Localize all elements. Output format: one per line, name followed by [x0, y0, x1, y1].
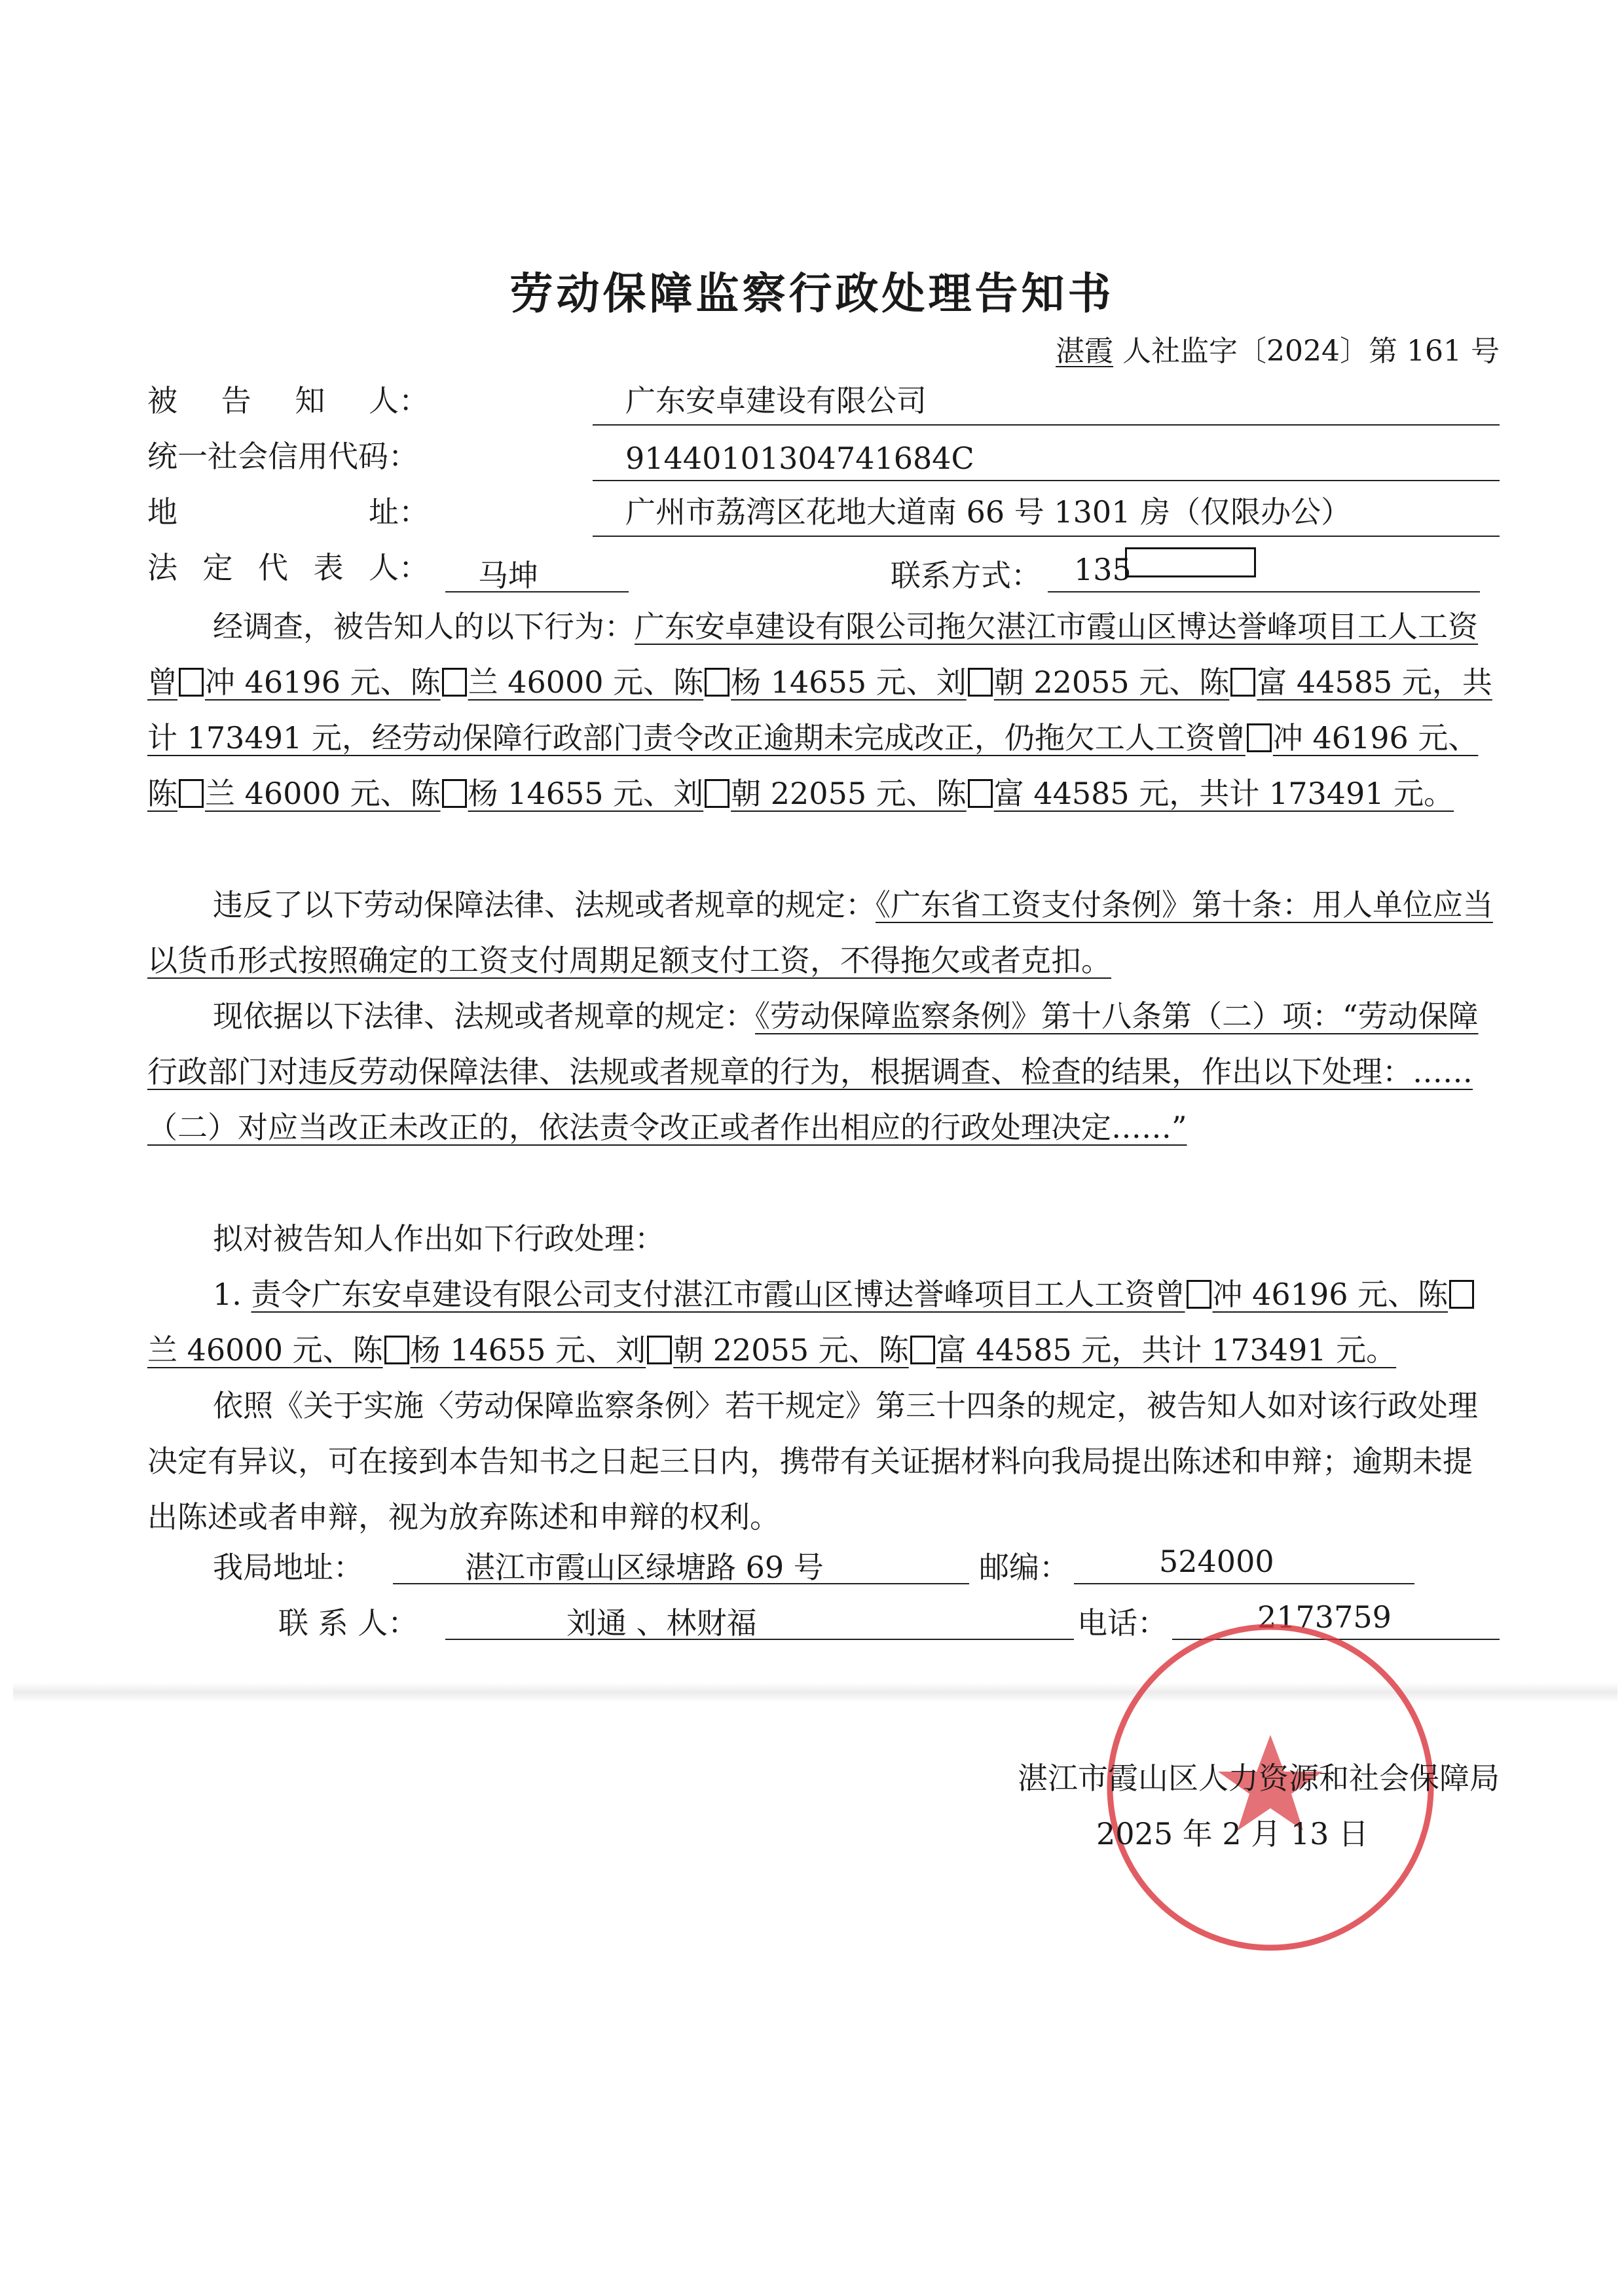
contact-label: 联系方式：	[891, 558, 1041, 593]
document-number-prefix: 湛霞	[1056, 335, 1114, 368]
appeal-notice-paragraph: 依照《关于实施〈劳动保障监察条例〉若干规定》第三十四条的规定，被告知人如对该行政处理决定有异议，可在接到本告知书之日起三日内，携带有关证据材料向我局提出陈述和申辩；逾期未提出陈述或者申辩，视为放弃陈述和申辩的权利。	[147, 1388, 1478, 1535]
findings-text: 广东安卓建设有限公司拖欠湛江市霞山区博达誉峰项目工人工资曾 冲 46196 元、陈 兰 46000 元、陈 杨 14655 元、刘 朝 22055 元、陈 富 44585 元，共计 173491 元，经劳动保障行政部门责令改正逾期未完成改正，仍拖欠工人工资曾 冲 46196 元、陈 兰 46000 元、陈 杨 14655 元、刘 朝 22055 元、陈 富 44585 元，共计 173491 元。	[147, 609, 1492, 811]
redaction-box	[968, 668, 993, 697]
redaction-box	[705, 779, 729, 808]
redaction-box	[384, 1336, 409, 1364]
decision-item-text: 责令广东安卓建设有限公司支付湛江市霞山区博达誉峰项目工人工资曾 冲 46196 元、陈兰 46000 元、陈 杨 14655 元、刘 朝 22055 元、陈 富 44585 元，共计 173491 元。	[147, 1277, 1475, 1368]
credit-code-value: 91440101304741684C	[625, 441, 974, 476]
underline	[593, 536, 1500, 537]
legal-rep-value: 马坤	[478, 558, 538, 593]
violation-lead: 违反了以下劳动保障法律、法规或者规章的规定：	[213, 887, 876, 922]
redaction-box	[442, 668, 467, 697]
redaction-box	[968, 779, 993, 808]
postcode-label: 邮编：	[979, 1550, 1069, 1585]
redaction-box	[910, 1336, 935, 1364]
redaction-box	[705, 668, 729, 697]
redaction-box	[1230, 668, 1255, 697]
field-credit-code	[147, 435, 1500, 481]
redaction-box	[1187, 1280, 1211, 1309]
contact-person-label: 联 系 人：	[278, 1605, 418, 1641]
bureau-address-value: 湛江市霞山区绿塘路 69 号	[465, 1550, 824, 1585]
underline	[445, 591, 629, 592]
field-notified-party	[147, 380, 1500, 426]
field-address	[147, 491, 1500, 537]
redaction-box	[1125, 547, 1256, 577]
bureau-address-label: 我局地址：	[213, 1550, 363, 1585]
underline	[593, 480, 1500, 481]
notified-party-value: 广东安卓建设有限公司	[625, 383, 927, 418]
phone-value: 2173759	[1257, 1599, 1392, 1635]
signing-organization: 湛江市霞山区人力资源和社会保障局	[1018, 1760, 1500, 1796]
redaction-box	[1449, 1280, 1474, 1309]
redaction-box	[179, 668, 204, 697]
decision-item-number: 1.	[213, 1277, 242, 1312]
legal-basis-text: 《劳动保障监察条例》第十八条第（二）项：“劳动保障行政部门对违反劳动保障法律、法规或者规章的行为，根据调查、检查的结果，作出以下处理：……（二）对应当改正未改正的，依法责令改正或者作出相应的行政处理决定……”	[147, 998, 1479, 1145]
findings-lead: 经调查，被告知人的以下行为：	[213, 609, 635, 644]
credit-code-label: 统一社会信用代码：	[147, 439, 418, 474]
underline	[593, 424, 1500, 426]
redaction-box	[1247, 723, 1272, 752]
violation-text: 《广东省工资支付条例》第十条：用人单位应当以货币形式按照确定的工资支付周期足额支付工资，不得拖欠或者克扣。	[147, 887, 1493, 978]
legal-basis-lead: 现依据以下法律、法规或者规章的规定：	[213, 998, 755, 1034]
redaction-box	[179, 779, 204, 808]
redaction-box	[442, 779, 467, 808]
underline	[1048, 591, 1480, 592]
decision-item-1	[147, 1267, 1500, 1378]
address-label: 地 址：	[147, 494, 429, 530]
signing-date: 2025 年 2 月 13 日	[1096, 1816, 1369, 1851]
underline	[393, 1583, 969, 1584]
notified-party-label: 被 告 知 人：	[147, 383, 429, 418]
underline	[445, 1639, 1074, 1640]
contact-person-value: 刘通 、林财福	[566, 1605, 757, 1641]
document-number-rest: 人社监字〔2024〕第 161 号	[1122, 335, 1500, 368]
legal-rep-label: 法 定 代 表 人：	[147, 550, 429, 585]
violation-paragraph	[147, 877, 1500, 989]
phone-label: 电话：	[1077, 1605, 1168, 1641]
underline	[1074, 1583, 1414, 1584]
redaction-box	[647, 1336, 672, 1364]
decision-intro: 拟对被告知人作出如下行政处理：	[213, 1221, 665, 1256]
legal-basis-paragraph	[147, 989, 1500, 1156]
postcode-value: 524000	[1159, 1544, 1274, 1579]
field-legal-representative	[147, 547, 1500, 592]
address-value: 广州市荔湾区花地大道南 66 号 1301 房（仅限办公）	[625, 494, 1352, 530]
contact-value: 135	[1074, 552, 1132, 587]
findings-paragraph	[147, 599, 1500, 822]
document-number	[1056, 327, 1500, 369]
document-title: 劳动保障监察行政处理告知书	[509, 268, 1115, 319]
